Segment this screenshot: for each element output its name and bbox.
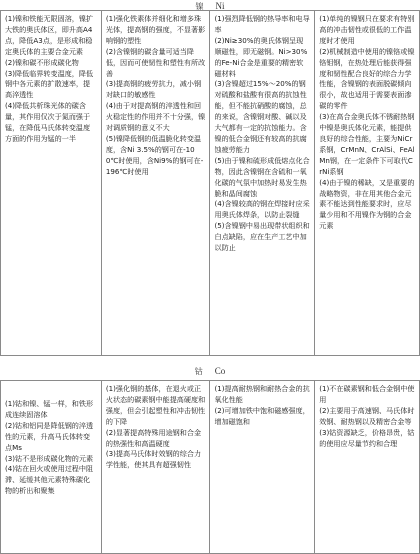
nickel-applications-cell: (1)单纯的镍钢只在要求有特别高的冲击韧性或很低的工作温度时才使用 (2)机械制造中使用的镍铬或镍铬钼钢，在热处理后能获得强度和韧性配合良好的综合力学性能，含镍钢的表面脱碳倾向很小，故也适用于需要表面渗碳的零件 (3)在高合金奥氏体不锈耐热钢中镍是奥氏体化元素，能提供良好的综合性能，主要为NiCr系钢，CrMnN、CrAlSi、FeAlMn钢，在一定条件下可取代CrNi系钢 (4)由于镍的稀缺，又是重要的战略物资，非在用其他合金元素不能达到性能要求时，应尽量少用和不用镍作为钢的合金元素 bbox=[315, 11, 420, 356]
nickel-effects-on-structure-cell: (1)镍和铁能无限固溶，镍扩大铁的奥氏体区，即升高A4点，降低A3点，是形成和稳定奥氏体的主要合金元素 (2)镍和碳不形成碳化物 (3)降低临界转变温度，降低钢中各元素的扩散速率，提高淬透性 (4)降低共析珠光体的碳含量，其作用仅次于氮而强于锰，在降低马氏体转变温度方面的作用为锰的一半 bbox=[1, 11, 102, 356]
cobalt-applications-cell: (1)不在碳素钢和低合金钢中使用 (2)主要用于高速钢、马氏体时效钢、耐热钢以及精密合金等 (3)钴资源缺乏，价格昂贵，钴的使用应尽量节约和合理 bbox=[315, 381, 420, 554]
cobalt-title-text: 钴 bbox=[194, 367, 209, 376]
cobalt-effects-on-properties-cell: (1)强化钢的基体，在退火或正火状态的碳素钢中能提高硬度和强度，但会引起塑性和冲击韧性的下降 (2)显著提高特殊用途钢和合金的热强性和高温硬度 (3)提高马氏体时效钢的综合力学性能，使其具有超强韧性 bbox=[101, 381, 210, 554]
cobalt-symbol: Co bbox=[214, 366, 226, 376]
nickel-effects-on-properties-cell: (1)强化铁素体并细化和增多珠光体，提高钢的强度，不显著影响钢的塑性 (2)含镍钢的碳含量可适当降低，因而可使韧性和塑性有所改善 (3)提高钢的疲劳抗力，减小钢对缺口的敏感性 (4)由于对提高钢的淬透性和回火稳定性的作用并不十分强，镍对调质钢的意义不大 (5)镍降低钢的低温脆化转变温度，含Ni 3.5%的钢可在-100℃时使用，含Ni9%的钢可在-196℃时使用 bbox=[101, 11, 210, 356]
cobalt-table bbox=[0, 380, 420, 554]
cobalt-section-title bbox=[0, 366, 420, 377]
cobalt-effects-on-structure-cell: (1)钴和镍、锰一样，和铁形成连续固溶体 (2)钴和铝同是降低钢的淬透性的元素，升高马氏体转变点Ms (3)钴不是形成碳化物的元素 (4)钴在回火或使用过程中阻滞、延缓其他元素特殊碳化物的析出和聚集 bbox=[1, 381, 102, 554]
table-row bbox=[1, 381, 420, 554]
table-row bbox=[1, 11, 420, 356]
nickel-table bbox=[0, 10, 420, 356]
nickel-symbol: Ni bbox=[215, 1, 225, 11]
cobalt-physical-chemical-cell: (1)提高耐热钢和耐热合金的抗氧化性能 (2)可增加铁中饱和磁感强度，增加磁饱和 bbox=[210, 381, 315, 554]
nickel-title-text: 镍 bbox=[195, 2, 210, 11]
nickel-physical-chemical-cell: (1)强烈降低钢的热导率和电导率 (2)Ni≥30%的奥氏体钢呈现顺磁性，即无磁钢。Ni>30%的Fe-Ni合金是重要的精密软磁材料 (3)含镍超过15%～20%的钢对硫酸和盐酸有很高的抗蚀性能，但不能抗硝酸的腐蚀，总的来说，含镍钢对酸、碱以及大气都有一定的抗蚀能力。含镍的低合金钢还有较高的抗腐蚀疲劳能力 (5)由于镍和硫形成低熔点化合物，因此含镍钢在含硫和一氧化碳的气氛中加热时易发生热脆和晶间腐蚀 (4)含镍较高的钢在焊接时应采用奥氏体焊条，以防止裂缝 (5)含镍钢中易出现带状组织和白点缺陷，应在生产工艺中加以防止 bbox=[210, 11, 315, 356]
